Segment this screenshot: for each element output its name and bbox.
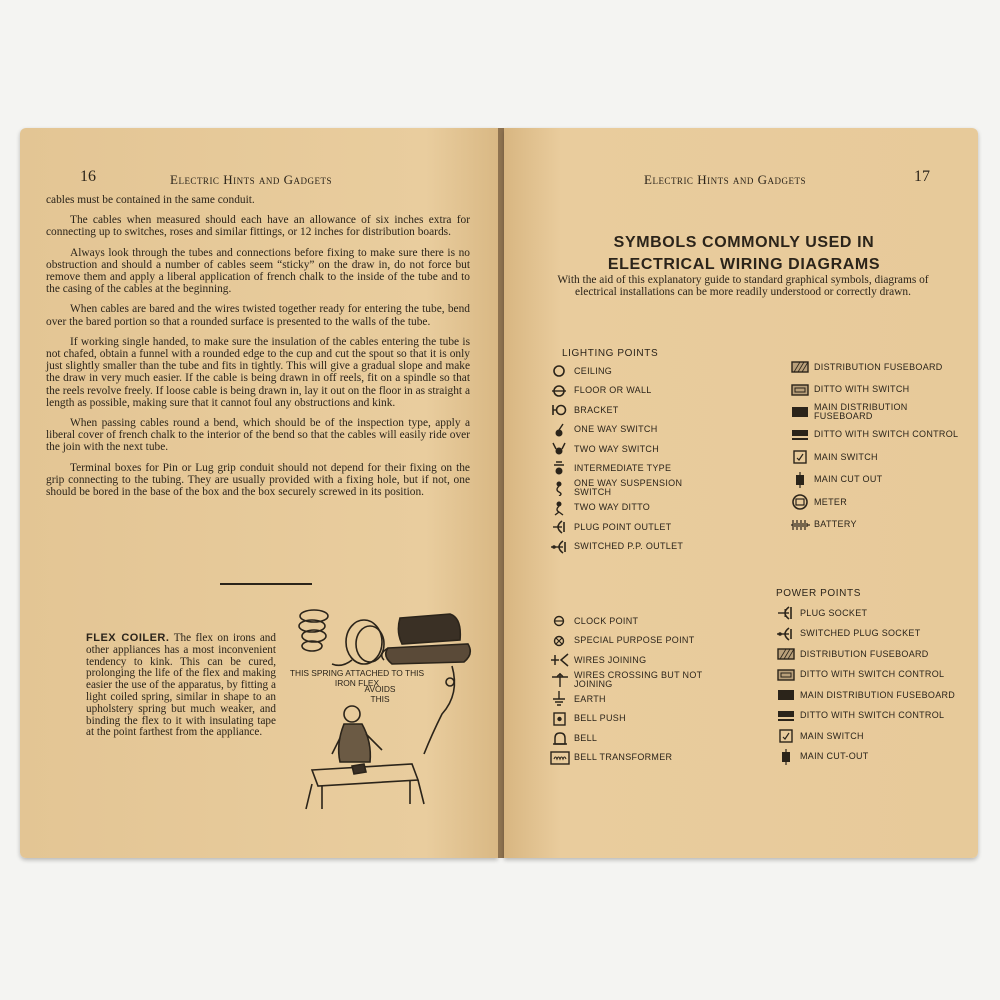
distribution-symbol-row <box>790 471 960 489</box>
mainsw-icon <box>776 728 796 744</box>
power-points-heading: POWER POINTS <box>776 588 861 599</box>
inter-icon <box>550 461 570 477</box>
paragraph: The cables when measured should each have an allowance of six inches extra for connecting up to switches, roses and similar fittings, or 12 inches for distribution boards. <box>46 214 470 239</box>
join-icon <box>550 652 570 668</box>
power-symbol-row <box>776 645 966 663</box>
flex-coiler-body: The flex on irons and other appliances has a most inconvenient tendency to kink. This can be cured, prolonging the life of the flex and making easier the use of the apparatus, by fitting a light coiled spring, similar in shape to an upholstery spring but much weaker, and binding the flex to it with insulating tape at the point farthest from the appliance. <box>86 632 276 739</box>
power-symbol-row <box>776 748 966 766</box>
power-symbol-label: DITTO WITH SWITCH CONTROL <box>800 710 945 720</box>
boxSolid-icon <box>776 687 796 703</box>
misc-symbol-label: BELL PUSH <box>574 713 626 723</box>
power-symbol-row <box>776 666 966 684</box>
distribution-symbol-label: METER <box>814 496 847 507</box>
symbols-intro: With the aid of this explanatory guide to standard graphical symbols, diagrams of electrical installations can be more readily understood or correctly drawn. <box>557 274 929 298</box>
special-icon <box>550 633 570 649</box>
distribution-symbol-row <box>790 448 960 466</box>
bracket-icon <box>550 402 570 418</box>
right-page-number: 17 <box>914 168 930 185</box>
distribution-symbol-row <box>790 516 960 534</box>
left-running-head: Electric Hints and Gadgets <box>170 172 332 187</box>
boxHatchSw-icon <box>776 667 796 683</box>
distribution-symbol-label: DISTRIBUTION FUSEBOARD <box>814 361 943 372</box>
lighting-points-heading: LIGHTING POINTS <box>562 348 659 359</box>
boxSolidSw-icon <box>776 708 796 724</box>
paragraph: Always look through the tubes and connections before fixing to make sure there is no obstruction and should a number of cables seem “sticky” on the draw in, do not force but remove them and apply a liberal application of french chalk to the inside of the tube and to the casing of the cables at the beginning. <box>46 246 470 296</box>
misc-symbol-label: EARTH <box>574 693 606 704</box>
distribution-symbol-label: DITTO WITH SWITCH CONTROL <box>814 429 959 439</box>
lighting-symbol-label: ONE WAY SWITCH <box>574 424 658 434</box>
lighting-symbol-label: PLUG POINT OUTLET <box>574 521 672 532</box>
left-page <box>20 128 498 858</box>
misc-symbol-row <box>550 612 720 630</box>
misc-symbol-row <box>550 632 720 650</box>
power-symbol-label: DITTO WITH SWITCH CONTROL <box>800 669 945 679</box>
symbols-title <box>544 232 944 276</box>
lighting-symbol-label: INTERMEDIATE TYPE <box>574 463 672 473</box>
susp2-icon <box>550 500 570 516</box>
paragraph: When cables are bared and the wires twisted together ready for entering the tube, bend over the bared portion so that a rounded surface is presented to the walls of the tube. <box>46 303 470 328</box>
lighting-symbol-label: TWO WAY DITTO <box>574 502 651 512</box>
lighting-symbol-label: BRACKET <box>574 404 619 415</box>
battery-icon <box>790 517 810 533</box>
plug-icon <box>550 519 570 535</box>
lighting-symbol-label: CEILING <box>574 365 613 376</box>
misc-symbol-label: WIRES CROSSING BUT NOT JOINING <box>574 669 703 689</box>
misc-symbol-row <box>550 710 720 728</box>
lighting-symbol-row <box>550 440 720 458</box>
title-line: ELECTRICAL WIRING DIAGRAMS <box>607 256 881 273</box>
lighting-symbol-row <box>550 382 720 400</box>
circleBar-icon <box>550 383 570 399</box>
distribution-symbol-row <box>790 426 960 444</box>
misc-symbol-row <box>550 749 720 767</box>
susp-icon <box>550 480 570 496</box>
lighting-symbol-label: SWITCHED P.P. OUTLET <box>574 541 684 551</box>
lighting-symbol-row <box>550 460 720 478</box>
meter-icon <box>790 494 810 510</box>
bellpush-icon <box>550 711 570 727</box>
circle-icon <box>550 363 570 379</box>
power-symbol-row <box>776 686 966 704</box>
bell-icon <box>550 730 570 746</box>
distribution-symbol-label: DITTO WITH SWITCH <box>814 384 910 394</box>
lighting-symbol-row <box>550 538 720 556</box>
power-symbol-label: MAIN DISTRIBUTION FUSEBOARD <box>800 689 956 700</box>
switch1-icon <box>550 422 570 438</box>
cutout-icon <box>776 749 796 765</box>
socket-icon <box>776 605 796 621</box>
left-body-text <box>46 194 470 506</box>
power-symbol-label: MAIN SWITCH <box>800 730 864 741</box>
earth-icon <box>550 691 570 707</box>
mainsw-icon <box>790 449 810 465</box>
lighting-symbol-label: ONE WAY SUSPENSION SWITCH <box>574 478 683 497</box>
paragraph: When passing cables round a bend, which should be of the inspection type, apply a liberal cover of french chalk to the interior of the bend so that the cables will easily ride over the join with the next tube. <box>46 417 470 454</box>
lighting-symbol-row <box>550 401 720 419</box>
switch2-icon <box>550 441 570 457</box>
right-running-head: Electric Hints and Gadgets <box>644 172 806 187</box>
distribution-symbol-label: BATTERY <box>814 519 857 529</box>
power-symbol-row <box>776 604 966 622</box>
misc-symbol-row <box>550 651 720 669</box>
misc-symbol-label: CLOCK POINT <box>574 615 639 626</box>
misc-symbol-label: SPECIAL PURPOSE POINT <box>574 635 695 645</box>
clock-icon <box>550 613 570 629</box>
paragraph: cables must be contained in the same conduit. <box>46 194 255 206</box>
misc-symbol-row <box>550 690 720 708</box>
boxHatchSw-icon <box>790 382 810 398</box>
illustration-caption-spring: THIS SPRING ATTACHED TO THIS IRON FLEX <box>289 668 425 688</box>
distribution-symbol-label: MAIN CUT OUT <box>814 474 883 484</box>
lighting-symbol-label: FLOOR OR WALL <box>574 385 652 395</box>
boxSolidSw-icon <box>790 427 810 443</box>
lighting-symbol-row <box>550 362 720 380</box>
flex-coiler-heading: FLEX COILER. <box>86 632 170 644</box>
boxSolid-icon <box>790 404 810 420</box>
paragraph: Terminal boxes for Pin or Lug grip conduit should not depend for their fixing on the grip connecting to the tubing. They are usually provided with a fixing hole, but if not, one should be bored in the base of the box and the box securely screwed in its position. <box>46 461 470 499</box>
cross-icon <box>550 672 570 688</box>
left-page-number: 16 <box>80 168 96 185</box>
power-symbol-label: SWITCHED PLUG SOCKET <box>800 628 921 638</box>
paragraph: If working single handed, to make sure the insulation of the cables entering the tube is not chafed, obtain a funnel with a rounded edge to the cup and cut the spout so that it is only just slightly smaller than the tube and fits in tightly. This will give a gradual slope and make the draw in very much easier. If the cable is being drawn in off reels, fit on a spindle so that the reels revolve freely. If loose cable is being drawn in, lay it out on the floor in as straight a length as possible, making sure that it cannot foul any obstructions and kink. <box>46 335 470 409</box>
distribution-symbol-row <box>790 493 960 511</box>
boxHatch-icon <box>790 359 810 375</box>
power-symbol-label: PLUG SOCKET <box>800 607 868 618</box>
section-divider <box>220 583 312 585</box>
lighting-symbol-row <box>550 499 720 517</box>
plugsw-icon <box>550 539 570 555</box>
power-symbol-row <box>776 625 966 643</box>
lighting-symbol-row <box>550 518 720 536</box>
title-line: SYMBOLS COMMONLY USED IN <box>613 234 875 251</box>
illustration-caption-avoids: AVOIDS THIS <box>364 684 396 704</box>
distribution-symbol-label: MAIN SWITCH <box>814 451 878 462</box>
misc-symbol-label: WIRES JOINING <box>574 654 647 665</box>
flex-coiler-illustration <box>292 604 482 816</box>
power-symbol-label: DISTRIBUTION FUSEBOARD <box>800 648 929 659</box>
misc-symbol-label: BELL <box>574 732 598 743</box>
distribution-symbol-label: MAIN DISTRIBUTION FUSEBOARD <box>814 402 908 421</box>
misc-symbol-label: BELL TRANSFORMER <box>574 752 673 762</box>
distribution-symbol-row <box>790 358 960 376</box>
lighting-symbol-label: TWO WAY SWITCH <box>574 443 660 454</box>
distribution-symbol-row <box>790 381 960 399</box>
flex-coiler-text <box>86 633 276 739</box>
lighting-symbol-row <box>550 479 720 497</box>
cutout-icon <box>790 472 810 488</box>
misc-symbol-row <box>550 671 720 689</box>
plugsw-icon <box>776 626 796 642</box>
right-page <box>504 128 978 858</box>
power-symbol-label: MAIN CUT-OUT <box>800 751 869 761</box>
transformer-icon <box>550 750 570 766</box>
misc-symbol-row <box>550 729 720 747</box>
open-booklet <box>20 128 982 864</box>
boxHatch-icon <box>776 646 796 662</box>
lighting-symbol-row <box>550 421 720 439</box>
distribution-symbol-row <box>790 403 960 421</box>
power-symbol-row <box>776 707 966 725</box>
power-symbol-row <box>776 727 966 745</box>
